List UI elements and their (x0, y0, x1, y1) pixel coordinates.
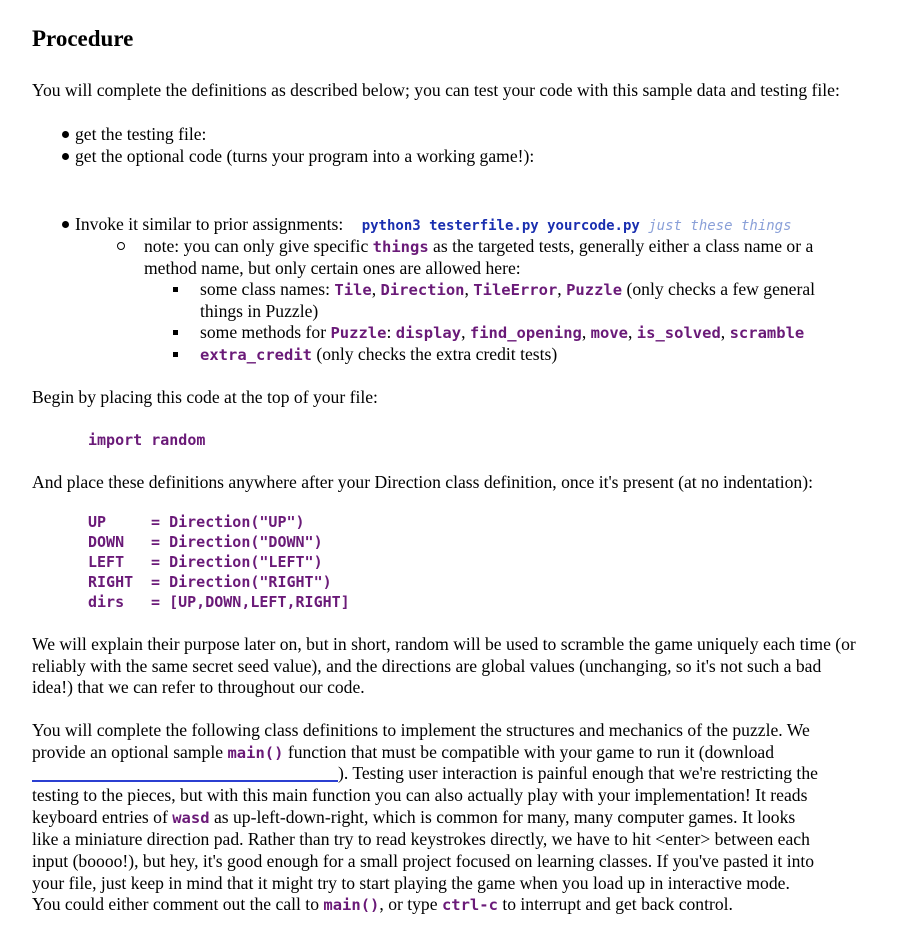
code-display: display (395, 324, 462, 342)
code-line: DOWN = Direction("DOWN") (88, 533, 323, 551)
final-para-line8: your file, just keep in mind that it might try to start playing the game when you load up in interactive mode. (32, 873, 790, 893)
bullet-dot-icon (62, 131, 69, 138)
note-text: note: you can only give specific (144, 236, 373, 256)
sub-bullet-methods: some methods for Puzzle: display, find_opening, move, is_solved, scramble (200, 322, 805, 342)
def-value: [UP,DOWN,LEFT,RIGHT] (169, 593, 350, 611)
final-para-line5 (32, 807, 864, 830)
note-line (144, 236, 864, 259)
line5-pre: keyboard entries of (32, 807, 173, 827)
bullet-testing-file: get the testing file: (75, 124, 207, 144)
square-bullet-icon (173, 330, 178, 335)
purpose-paragraph: We will explain their purpose later on, but in short, random will be used to scramble the game uniquely each time (or reliably with the same secret seed value), and the directions are global values (unchanging, so it's not such a bad idea!) that we can refer to throughout our code. (32, 634, 856, 697)
code-main-call: main() (323, 896, 380, 914)
bullet-dot-icon (62, 153, 69, 160)
code-ctrl-c: ctrl-c (441, 896, 498, 914)
code-find-opening: find_opening (469, 324, 582, 342)
definitions-code-block (88, 512, 350, 612)
code-move: move (590, 324, 628, 342)
line2-post: function that must be compatible with your game to run it (download (283, 742, 775, 762)
line9-mid: , or type (379, 894, 442, 914)
code-extra-credit: extra_credit (200, 346, 312, 364)
note-text-post: as the targeted tests, generally either a class name or a (428, 236, 814, 256)
final-para-line7: input (boooo!), but hey, it's good enough for a small project focused on learning classes. If you've pasted it into (32, 851, 815, 871)
final-para-line9 (32, 894, 864, 917)
circle-bullet-icon (117, 242, 125, 250)
code-scramble: scramble (729, 324, 805, 342)
download-link[interactable] (32, 780, 338, 782)
final-para-line6: like a miniature direction pad. Rather than try to read keystrokes directly, we have to hit <enter> between each (32, 829, 810, 849)
code-puzzle: Puzzle (566, 281, 623, 299)
def-value: Direction("RIGHT") (169, 573, 332, 591)
begin-paragraph: Begin by placing this code at the top of your file: (32, 387, 378, 407)
square-bullet-icon (173, 352, 178, 357)
code-line: RIGHT = Direction("RIGHT") (88, 573, 332, 591)
bullet-dot-icon (62, 221, 69, 228)
intro-paragraph: You will complete the definitions as described below; you can test your code with this sample data and testing file: (32, 80, 840, 100)
sub1-line-2: things in Puzzle) (200, 301, 319, 321)
invoke-line (75, 214, 792, 238)
final-para-line3: ). Testing user interaction is painful enough that we're restricting the (338, 763, 818, 783)
code-line: UP = Direction("UP") (88, 513, 305, 531)
sub3-post: (only checks the extra credit tests) (311, 344, 558, 364)
page-title: Procedure (32, 26, 134, 51)
sub-bullet-class-names: some class names: Tile, Direction, TileError, Puzzle (only checks a few general (200, 279, 816, 299)
code-tile: Tile (334, 281, 372, 299)
code-tileerror: TileError (473, 281, 558, 299)
line9-post: to interrupt and get back control. (497, 894, 733, 914)
import-code-block: import random (88, 431, 206, 449)
line5-post: as up-left-down-right, which is common for many, many computer games. It looks (209, 807, 796, 827)
final-para-line4: testing to the pieces, but with this main function you can also actually play with your implementation! It reads (32, 785, 808, 805)
code-puzzle-class: Puzzle (330, 324, 387, 342)
sub1-post: (only checks a few general (622, 279, 816, 299)
code-main: main() (227, 744, 284, 762)
note-code: things (372, 238, 429, 256)
line9-pre: You could either comment out the call to (32, 894, 324, 914)
code-line: LEFT = Direction("LEFT") (88, 553, 323, 571)
def-name: UP (88, 513, 107, 531)
invoke-text: Invoke it similar to prior assignments: (75, 214, 344, 234)
def-value: Direction("UP") (169, 513, 305, 531)
bullet-optional-code: get the optional code (turns your program into a working game!): (75, 146, 535, 166)
def-value: Direction("LEFT") (169, 553, 323, 571)
line2-pre: provide an optional sample (32, 742, 228, 762)
def-name: DOWN (88, 533, 125, 551)
sub2-text: some methods for (200, 322, 331, 342)
code-wasd: wasd (172, 809, 210, 827)
code-direction: Direction (380, 281, 465, 299)
def-name: LEFT (88, 553, 125, 571)
final-para-line1: You will complete the following class definitions to implement the structures and mechanics of the puzzle. We (32, 720, 810, 740)
sub1-text: some class names: (200, 279, 335, 299)
def-value: Direction("DOWN") (169, 533, 323, 551)
code-is-solved: is_solved (636, 324, 721, 342)
square-bullet-icon (173, 287, 178, 292)
code-line: dirs = [UP,DOWN,LEFT,RIGHT] (88, 593, 350, 611)
note-line-2: method name, but only certain ones are allowed here: (144, 258, 521, 278)
def-name: RIGHT (88, 573, 134, 591)
sub-bullet-extra-credit (200, 344, 557, 367)
place-paragraph: And place these definitions anywhere after your Direction class definition, once it's present (at no indentation): (32, 472, 813, 492)
invoke-args: just these things (648, 218, 792, 234)
final-para-line2 (32, 742, 864, 765)
def-name: dirs (88, 593, 125, 611)
invoke-command: python3 testerfile.py yourcode.py (361, 218, 640, 234)
